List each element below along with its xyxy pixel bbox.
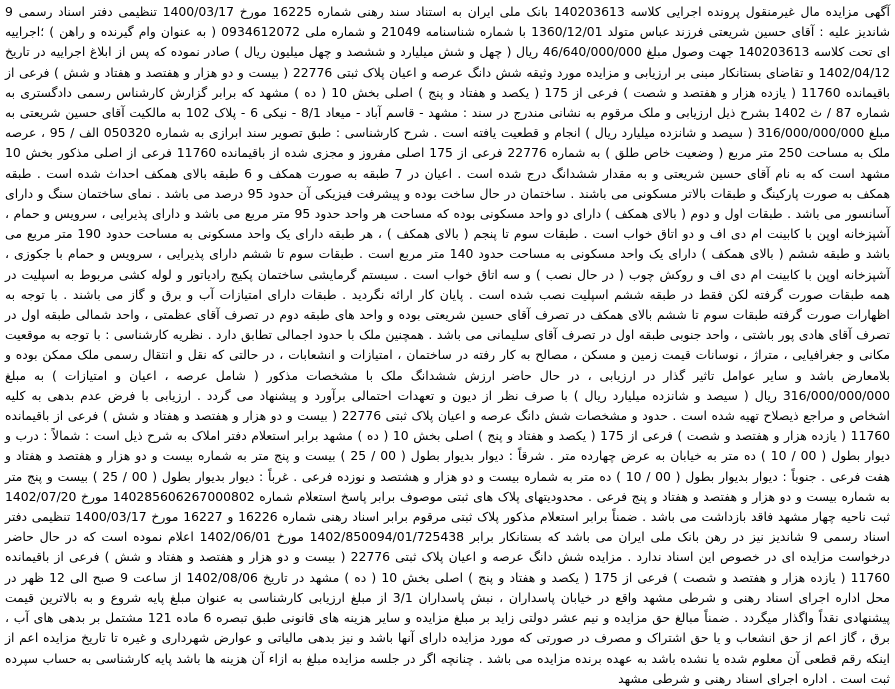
auction-notice-text: آگهی مزایده مال غیرمنقول پرونده اجرایی کلاسه 140203613 بانک ملی ایران به استناد سند رهنی شماره 16225 مورخ 1400/03/17 تنظیمی دفتر اسناد رسمی 9 شاندیز علیه : آقای حسین شریعتی فرزند عباس متولد 1360/12/01 با شماره شناسنامه 21049 و شماره ملی 0934612072 ( به عنوان وام گیرنده و راهن ) ؛اجراییه ای تحت کلاسه 140203613 جهت وصول مبلغ 46/640/000/000 ریال ( چهل و شش میلیارد و ششصد و چهل میلیون ریال ) صادر نموده که پس از ابلاغ اجراییه در تاریخ 1402/04/12 و تقاضای بستانکار مبنی بر ارزیابی و مزایده مورد وثیقه شش دانگ عرصه و اعیان پلاک ثبتی 22776 ( بیست و دو هزار و هفتصد و هفتاد و شش ) فرعی از باقیمانده 11760 ( یازده هزار و هفتصد و شصت ) فرعی از 175 ( یکصد و هفتاد و پنج ) اصلی بخش 10 ( ده ) مشهد که برابر گزارش کارشناس رسمی دادگستری به شماره 87 / ث 1402 بشرح ذیل ارزیابی و ملک مرقوم به نشانی مندرج در سند : مشهد - قاسم آباد - میعاد 8/1 - نیکی 6 - پلاک 102 به مالکیت آقای حسین شریعتی به مبلغ 316/000/000/000 ( سیصد و شانزده میلیارد ریال ) انجام و قطعیت یافته است . شرح کارشناسی : طبق تصویر سند ابرازی به شماره 050320 الف / 95 ، عرصه ملک به مساحت 250 متر مربع ( وضعیت خاص طلق ) به شماره 22776 فرعی از 175 اصلی مفروز و مجزی شده از باقیمانده 11760 فرعی از اصلی مذکور بخش 10 مشهد است که به نام آقای حسین شریعتی و به مقدار ششدانگ درج شده است . اعیان در 7 طبقه به صورت همکف و 6 طبقه بالای همکف احداث شده است . طبقه همکف به صورت پارکینگ و طبقات بالاتر مسکونی می باشند . ساختمان در حال ساخت بوده و پیشرفت فیزیکی آن حدود 95 درصد می باشد . نمای ساختمان سنگ و دارای آسانسور می باشد . طبقات اول و دوم ( بالای همکف ) دارای دو واحد مسکونی بوده که مساحت هر واحد حدود 95 متر مربع می باشد و دارای پذیرایی ، سرویس و حمام ، آشپزخانه اوپن با کابینت ام دی اف و دو اتاق خواب است . طبقات سوم تا پنجم ( بالای همکف ) ، هر طبقه دارای یک واحد مسکونی به مساحت حدود 190 متر مربع می باشد و طبقه ششم ( بالای همکف ) دارای یک واحد مسکونی به مساحت حدود 140 متر مربع است . طبقات سوم تا ششم دارای پذیرایی ، سرویس و حمام با جکوزی ، آشپزخانه اوپن با کابینت ام دی اف و روکش چوب ( در حال نصب ) و سه اتاق خواب است . سیستم گرمایشی ساختمان پکیج رادیاتور و لوله کشی مربوط به اسپلیت در همه طبقات صورت گرفته لکن فقط در طبقه ششم اسپلیت نصب شده است . پایان کار ارائه نگردید . طبقات دارای امتیازات آب و برق و گاز می باشند . با توجه به اظهارات صورت گرفته طبقات سوم تا ششم بالای همکف در تصرف آقای حسین شریعتی بوده و واحد های طبقه دوم در تصرف آقای عظمتی ، واحد شمالی طبقه اول در تصرف آقای هادی پور باشتی ، واحد جنوبی طبقه اول در تصرف آقای سلیمانی می باشد . همچنین ملک با حدود اجمالی تطابق دارد . نظریه کارشناسی : با توجه به موقعیت مکانی و جغرافیایی ، متراژ ، نوسانات قیمت زمین و مسکن ، مصالح به کار رفته در ساختمان ، امتیازات و انشعابات ، در حالتی که نقل و انتقال رسمی ملک ممکن بوده و بلامعارض باشد و سایر عوامل تاثیر گذار در ارزیابی ، در حال حاضر ارزش ششدانگ ملک با مشخصات مذکور ( شامل عرصه ، اعیان و امتیازات ) به مبلغ 316/000/000/000 ریال ( سیصد و شانزده میلیارد ریال ) با صرف نظر از دیون و تعهدات احتمالی برآورد و پیشنهاد می گردد . ارزیابی با فرض عدم بدهی به کلیه اشخاص و مراجع ذیصلاح تهیه شده است . حدود و مشخصات شش دانگ عرصه و اعیان پلاک ثبتی 22776 ( بیست و دو هزار و هفتصد و هفتاد و شش ) فرعی از باقیمانده 11760 ( یازده هزار و هفتصد و شصت ) فرعی از 175 ( یکصد و هفتاد و پنج ) اصلی بخش 10 ( ده ) مشهد برابر استعلام دفتر املاک به شرح ذیل است : شمالاً : درب و دیوار بطول ( 00 / 10 ) ده متر به خیابان به عرض چهارده متر . شرقاً : دیوار بدیوار بطول ( 00 / 25 ) بیست و پنج متر به شماره بیست و دو هزار و هفتصد و هفتاد و هفت فرعی . جنوباً : دیوار بدیوار بطول ( 00 / 10 ) ده متر به شماره بیست و دو هزار و هشتصد و نوزده فرعی . غرباً : دیوار بدیوار بطول ( 00 / 25 ) بیست و پنج متر به شماره بیست و دو هزار و هفتصد و هفتاد و پنج فرعی . محدودیتهای پلاک های ثبتی موصوف برابر پاسخ استعلام شماره 140285606267000802 مورخ 1402/07/20 ثبت ناحیه چهار مشهد فاقد بازداشت می باشد . ضمناً برابر استعلام مذکور پلاک ثبتی مرقوم برابر اسناد رهنی شماره 16226 و 16227 مورخ 1400/03/17 تنظیمی دفتر اسناد رسمی 9 شاندیز نیز در رهن بانک ملی ایران می باشد که بستانکار برابر 1402/850094/01/725438 مورخ 1402/06/01 اعلام نموده است که در حال حاضر درخواست مزایده ای در خصوص این اسناد ندارد . مزایده شش دانگ عرصه و اعیان پلاک ثبتی 22776 ( بیست و دو هزار و هفتصد و هفتاد و شش ) فرعی از باقیمانده 11760 ( یازده هزار و هفتصد و شصت ) فرعی از 175 ( یکصد و هفتاد و پنج ) اصلی بخش 10 ( ده ) مشهد در تاریخ 1402/08/06 از ساعت 9 صبح الی 12 ظهر در محل اداره اجرای اسناد رهنی و شرطی مشهد واقع در خیابان پاسداران ، نبش پاسداران 3/1 از مبلغ ارزیابی کارشناسی به عنوان مبلغ پایه شروع و به بالاترین قیمت پیشنهادی نقداً واگذار میگردد . ضمناً مبالغ حق مزایده و نیم عشر دولتی زاید بر مبلغ مزایده و سایر هزینه های قانونی طبق تبصره 6 ماده 121 مشتمل بر بدهی های آب ، برق ، گاز اعم از حق انشعاب و یا حق اشتراک و مصرف در صورتی که مورد مزایده دارای آنها باشد و نیز بدهی مالیاتی و عوارض شهرداری و غیره تا تاریخ مزایده اعم از اینکه رقم قطعی آن معلوم شده یا نشده باشد به عهده برنده مزایده می باشد . چنانچه اگر در جلسه مزایده مبلغ به ازاء آن هزینه ها باشد پایه کارشناسی به حساب سپرده ثبت است . اداره اجرای اسناد رهنی و شرطی مشهد [5,4,891,686]
